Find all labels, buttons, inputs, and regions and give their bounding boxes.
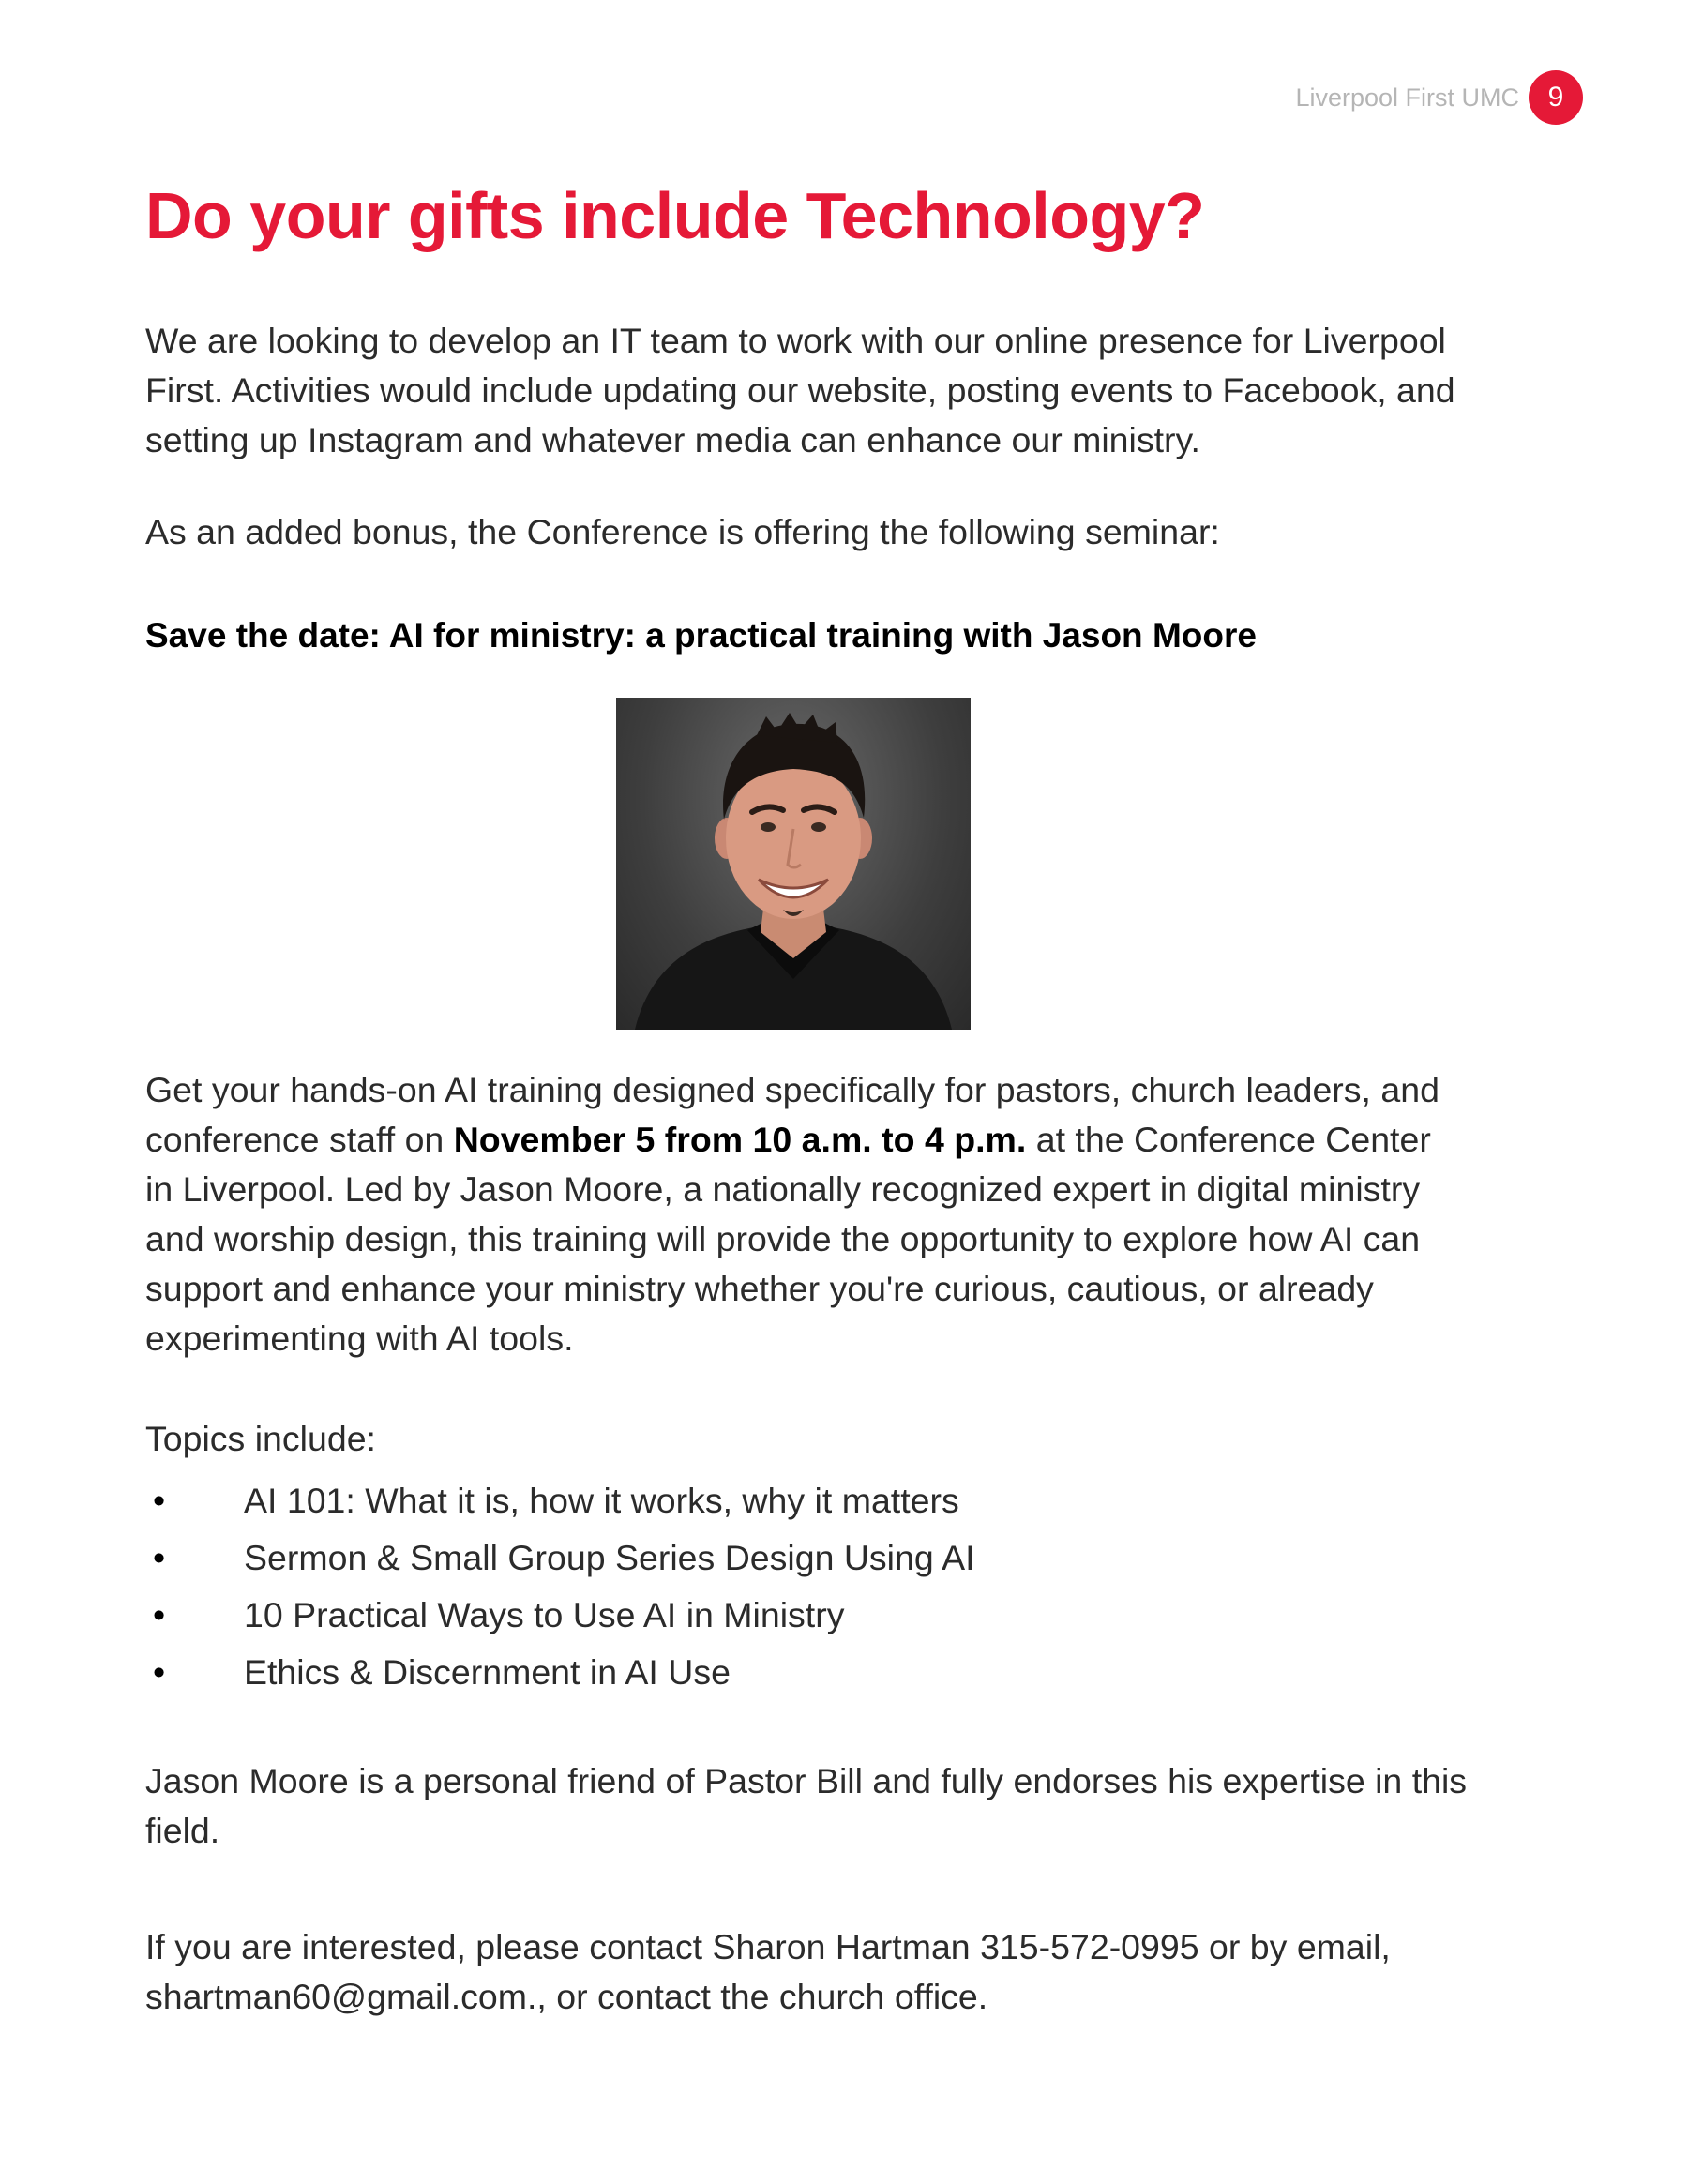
list-item (145, 1472, 1580, 1529)
details-line: support and enhance your ministry whether you're curious, cautious, or already (145, 1269, 1374, 1308)
details-line: Get your hands-on AI training designed specifically for pastors, church leaders, and (145, 1070, 1439, 1109)
topic-text: Sermon & Small Group Series Design Using AI (244, 1538, 975, 1577)
list-item (145, 1529, 1580, 1587)
intro-line: setting up Instagram and whatever media can enhance our ministry. (145, 420, 1200, 459)
bullet-icon: • (153, 1538, 166, 1577)
topics-label: Topics include: (145, 1419, 376, 1458)
details-line: and worship design, this training will provide the opportunity to explore how AI can (145, 1219, 1421, 1258)
bullet-icon: • (153, 1481, 166, 1520)
bullet-icon: • (153, 1595, 166, 1634)
page-header (1295, 70, 1583, 125)
topic-text: 10 Practical Ways to Use AI in Ministry (244, 1595, 845, 1634)
details-line: at the Conference Center (1026, 1120, 1431, 1159)
intro-paragraph (145, 316, 1580, 465)
speaker-portrait-illustration (616, 698, 971, 1030)
intro-line: We are looking to develop an IT team to work with our online presence for Liverpool (145, 321, 1446, 360)
endorsement-line: Jason Moore is a personal friend of Pastor Bill and fully endorses his expertise in this (145, 1761, 1468, 1800)
topic-text: Ethics & Discernment in AI Use (244, 1652, 731, 1692)
speaker-photo (616, 698, 971, 1030)
contact-line: If you are interested, please contact Sharon Hartman 315-572-0995 or by email, (145, 1927, 1391, 1966)
bullet-icon: • (153, 1652, 166, 1692)
list-item (145, 1644, 1580, 1701)
details-line: in Liverpool. Led by Jason Moore, a nationally recognized expert in digital ministry (145, 1169, 1421, 1209)
seminar-details-paragraph (145, 1065, 1580, 1363)
intro-line: First. Activities would include updating our website, posting events to Facebook, and (145, 370, 1455, 410)
topics-list (145, 1472, 1580, 1701)
contact-line: shartman60@gmail.com., or contact the church office. (145, 1977, 988, 2016)
details-line: conference staff on (145, 1120, 454, 1159)
newsletter-title: Liverpool First UMC (1295, 83, 1519, 112)
endorsement-line: field. (145, 1811, 220, 1850)
seminar-date-time: November 5 from 10 a.m. to 4 p.m. (453, 1120, 1027, 1159)
page-number-badge: 9 (1529, 70, 1583, 125)
endorsement-paragraph (145, 1756, 1580, 1856)
save-the-date-heading: Save the date: AI for ministry: a practical training with Jason Moore (145, 616, 1257, 655)
details-line: experimenting with AI tools. (145, 1318, 574, 1358)
bonus-paragraph: As an added bonus, the Conference is offering the following seminar: (145, 512, 1220, 551)
topic-text: AI 101: What it is, how it works, why it matters (244, 1481, 959, 1520)
article-heading: Do your gifts include Technology? (145, 179, 1205, 252)
contact-paragraph (145, 1922, 1580, 2022)
list-item (145, 1587, 1580, 1644)
